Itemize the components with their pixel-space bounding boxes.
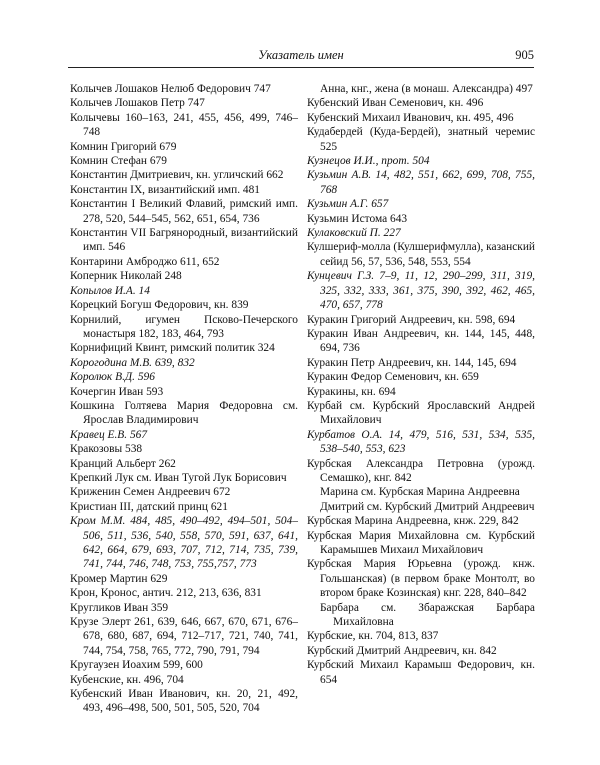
- index-entry: Корецкий Богуш Федорович, кн. 839: [70, 299, 249, 312]
- index-entry: Коперник Николай 248: [70, 270, 182, 283]
- index-column-left: [70, 82, 298, 716]
- index-entry: Корогодина М.В. 639, 832: [70, 356, 195, 369]
- page-number: 905: [515, 48, 534, 62]
- index-entry: Контарини Амброджо 611, 652: [70, 255, 220, 268]
- index-column-right: [307, 82, 535, 687]
- index-entry: Крон, Кронос, антич. 212, 213, 636, 831: [70, 587, 262, 600]
- index-entry: Кудабердей (Куда-Бердей), знатный черемис 525: [307, 126, 535, 153]
- index-entry: Комнин Григорий 679: [70, 140, 177, 153]
- index-entry: Курбский Михаил Карамыш Федорович, кн. 654: [307, 659, 535, 686]
- header-rule: [68, 67, 534, 68]
- index-entry: Крузе Элерт 261, 639, 646, 667, 670, 671, 676–678, 680, 687, 694, 712–717, 721, 740, 741, 744, 754, 758, 765, 772, 790, 791, 794: [70, 616, 298, 657]
- index-entry: Курбай см. Курбский Ярославский Андрей Михайлович: [307, 399, 535, 427]
- index-entry: Кракозовы 538: [70, 443, 143, 456]
- index-entry: Кубенские, кн. 496, 704: [70, 673, 184, 686]
- index-entry: Кузьмин Истома 643: [307, 212, 408, 225]
- index-entry: Дмитрий см. Курбский Дмитрий Андреевич: [320, 500, 535, 513]
- index-entry: Константин VII Багрянородный, византийский имп. 546: [70, 227, 298, 254]
- index-entry: Королюк В.Д. 596: [70, 371, 155, 384]
- index-entry: Копылов И.А. 14: [70, 284, 150, 297]
- index-entry: Кругаузен Иоахим 599, 600: [70, 659, 203, 672]
- index-entry: Куракины, кн. 694: [307, 385, 396, 398]
- index-entry: Кромер Мартин 629: [70, 572, 168, 585]
- index-entry: Кубенский Михаил Иванович, кн. 495, 496: [307, 111, 514, 124]
- index-entry: Корнилий, игумен Псково-Печерского монастыря 182, 183, 464, 793: [70, 313, 298, 340]
- index-entry: Куракин Петр Андреевич, кн. 144, 145, 694: [307, 356, 517, 369]
- index-entry: Кошкина Голтяева Мария Федоровна см. Ярослав Владимирович: [70, 399, 298, 427]
- index-entry: Барбара см. Збаражская Барбара Михайловна: [320, 601, 535, 629]
- index-entry: Кром М.М. 484, 485, 490–492, 494–501, 504–506, 511, 536, 540, 558, 570, 591, 637, 641, 642, 664, 679, 693, 707, 712, 714, 735, 739, 741, 744, 746, 748, 753, 755,757, 773: [70, 515, 298, 571]
- index-entry: Кравец Е.В. 567: [70, 428, 148, 441]
- index-entry: Кристиан III, датский принц 621: [70, 500, 228, 513]
- index-entry: Куракин Федор Семенович, кн. 659: [307, 371, 479, 384]
- index-entry: Куракин Иван Андреевич, кн. 144, 145, 448, 694, 736: [307, 327, 535, 355]
- index-entry: Анна, кнг., жена (в монаш. Александра) 497: [320, 83, 533, 95]
- index-entry: Константин Дмитриевич, кн. угличский 662: [70, 169, 284, 182]
- index-entry: Курбская Мария Михайловна см. Курбский Карамышев Михаил Михайлович: [307, 529, 535, 556]
- index-entry: Колычев Лошаков Петр 747: [70, 97, 205, 110]
- index-entry: Кузьмин А.Г. 657: [307, 198, 389, 211]
- index-entry: Константин IX, византийский имп. 481: [70, 183, 260, 196]
- index-entry: Кунцевич Г.З. 7–9, 11, 12, 290–299, 311, 319, 325, 332, 333, 361, 375, 390, 392, 462, 465, 470, 657, 778: [307, 270, 535, 312]
- index-entry: Курбская Александра Петровна (урожд. Семашко), кнг. 842: [307, 457, 535, 484]
- running-header: [68, 46, 534, 64]
- index-entry: Колычевы 160–163, 241, 455, 456, 499, 746–748: [70, 111, 298, 139]
- index-entry: Крепкий Лук см. Иван Тугой Лук Борисович: [70, 471, 287, 484]
- index-entry: Кузьмин А.В. 14, 482, 551, 662, 699, 708, 755, 768: [307, 169, 535, 196]
- index-entry: Марина см. Курбская Марина Андреевна: [320, 486, 520, 499]
- index-entry: Курбатов О.А. 14, 479, 516, 531, 534, 535, 538–540, 553, 623: [307, 428, 535, 456]
- index-entry: Куракин Григорий Андреевич, кн. 598, 694: [307, 313, 516, 326]
- index-entry: Кругликов Иван 359: [70, 601, 169, 614]
- index-entry: Кулшериф-молла (Кулшерифмулла), казанский сейид 56, 57, 536, 548, 553, 554: [307, 241, 536, 268]
- index-entry: Кузнецов И.И., прот. 504: [307, 155, 430, 168]
- index-entry: Кубенский Иван Иванович, кн. 20, 21, 492, 493, 496–498, 500, 501, 505, 520, 704: [70, 688, 298, 715]
- index-entry: Кранций Альберт 262: [70, 457, 176, 470]
- header-title: Указатель имен: [258, 48, 344, 62]
- index-entry: Корнифиций Квинт, римский политик 324: [70, 342, 275, 355]
- index-entry: Константин I Великий Флавий, римский имп. 278, 520, 544–545, 562, 651, 654, 736: [70, 198, 298, 225]
- index-entry: Кочергин Иван 593: [70, 385, 164, 398]
- index-entry: Комнин Стефан 679: [70, 155, 167, 168]
- index-entry: Кубенский Иван Семенович, кн. 496: [307, 97, 484, 110]
- index-entry: Кулаковский П. 227: [307, 227, 401, 240]
- index-entry: Курбская Мария Юрьевна (урожд. кнж. Гольшанская) (в первом браке Монтолт, во втором браке Козинская) кнг. 228, 840–842: [307, 558, 535, 600]
- index-entry: Криженин Семен Андреевич 672: [70, 486, 231, 499]
- index-entry: Курбские, кн. 704, 813, 837: [307, 630, 439, 643]
- index-entry: Курбский Дмитрий Андреевич, кн. 842: [307, 644, 497, 657]
- index-entry: Курбская Марина Андреевна, кнж. 229, 842: [307, 515, 519, 528]
- index-entry: Колычев Лошаков Нелюб Федорович 747: [70, 83, 271, 95]
